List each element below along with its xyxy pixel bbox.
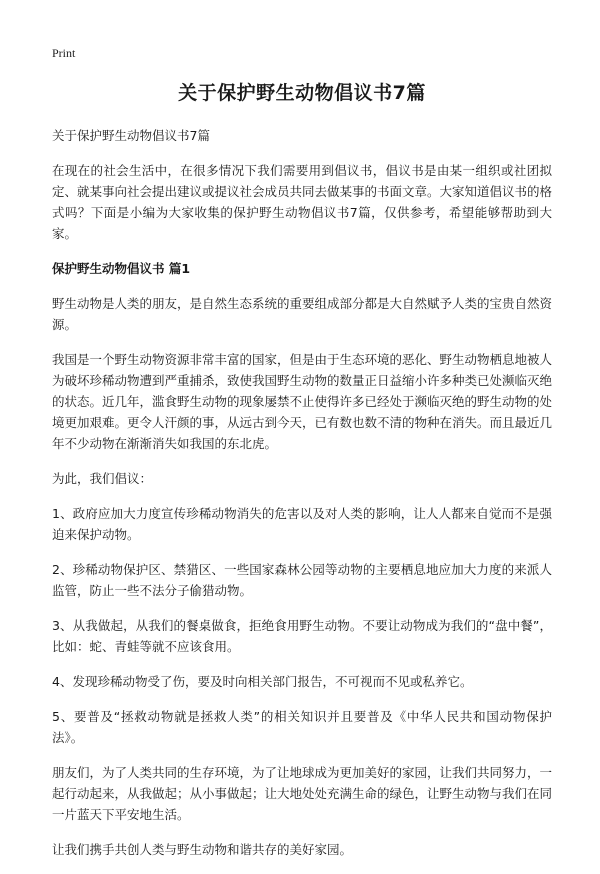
print-link[interactable]: Print (52, 46, 76, 60)
paragraph: 野生动物是人类的朋友，是自然生态系统的重要组成部分都是大自然赋予人类的宝贵自然资源。 (52, 296, 553, 332)
list-item: 2、珍稀动物保护区、禁猎区、一些国家森林公园等动物的主要栖息地应加大力度的来派人监管，防止一些不法分子偷猎动物。 (52, 562, 552, 598)
list-item: 5、要普及“拯救动物就是拯救人类”的相关知识并且要普及《中华人民共和国动物保护法》。 (52, 709, 552, 745)
paragraph: 我国是一个野生动物资源非常丰富的国家，但是由于生态环境的恶化、野生动物栖息地被人为破坏珍稀动物遭到严重捕杀，致使我国野生动物的数量正日益缩小许多种类已处濒临灭绝的状态。近几年，滥食野生动物的现象屡禁不止使得许多已经处于濒临灭绝的野生动物的处境更加艰难。更令人汗颜的事，从远古到今天，已有数也数不清的物种在消失。而且最近几年不少动物在渐渐消失如我国的东北虎。 (52, 352, 553, 451)
paragraph: 让我们携手共创人类与野生动物和谐共存的美好家园。 (52, 842, 353, 857)
list-item: 1、政府应加大力度宣传珍稀动物消失的危害以及对人类的影响，让人人都来自觉而不是强迫来保护动物。 (52, 506, 552, 542)
intro-paragraph: 在现在的社会生活中，在很多情况下我们需要用到倡议书，倡议书是由某一组织或社团拟定、就某事向社会提出建议或提议社会成员共同去做某事的书面文章。大家知道倡议书的格式吗？下面是小编为大家收集的保护野生动物倡议书7篇，仅供参考，希望能够帮助到大家。 (52, 163, 553, 241)
paragraph: 为此，我们倡议： (52, 471, 153, 486)
section-heading: 保护野生动物倡议书 篇1 (52, 261, 191, 276)
list-item: 4、发现珍稀动物受了伤，要及时向相关部门报告，不可视而不见或私养它。 (52, 674, 473, 689)
paragraph: 朋友们，为了人类共同的生存环境，为了让地球成为更加美好的家园，让我们共同努力，一起行动起来，从我做起；从小事做起；让大地处处充满生命的绿色，让野生动物与我们在同一片蓝天下平安地生活。 (52, 765, 553, 822)
document-title: 关于保护野生动物倡议书7篇 (178, 82, 426, 104)
list-item: 3、从我做起，从我们的餐桌做食，拒绝食用野生动物。不要让动物成为我们的“盘中餐”，比如：蛇、青蛙等就不应该食用。 (52, 618, 552, 654)
document-body (52, 74, 552, 874)
document-subtitle: 关于保护野生动物倡议书7篇 (52, 128, 210, 143)
